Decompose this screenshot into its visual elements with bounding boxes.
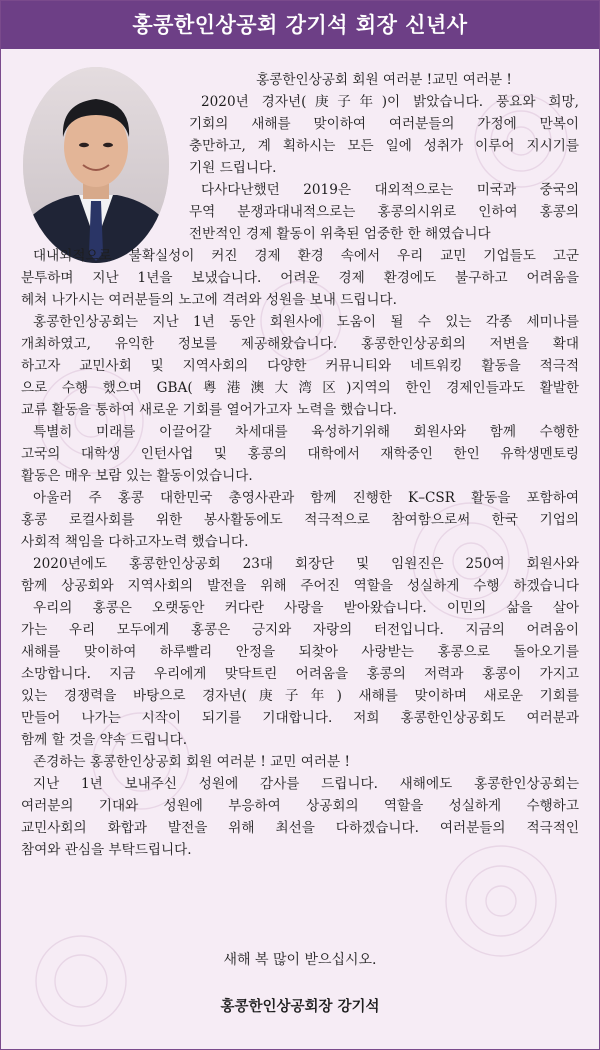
paragraph-line: 하고자 교민사회 및 지역사회의 다양한 커뮤니티와 네트워킹 활동을 적극적	[21, 358, 579, 374]
closing-greeting: 새해 복 많이 받으십시오.	[223, 952, 377, 968]
paragraph-line: 함께 상공회와 지역사회의 발전을 위해 주어진 역할을 성실하게 수행 하겠습니다	[21, 578, 579, 594]
signature: 홍콩한인상공회장 강기석	[220, 998, 380, 1015]
paragraph-line: 참여와 관심을 부탁드립니다.	[21, 842, 192, 858]
paragraph-line: 아울러 주 홍콩 대한민국 총영사관과 함께 진행한 K–CSR 활동을 포함하여	[33, 490, 579, 506]
paragraph-line: 사회적 책임을 다하고자노력 했습니다.	[21, 534, 249, 550]
paragraph-line: 다사다난했던 2019은 대외적으로는 미국과 중국의	[201, 182, 579, 198]
paragraph-line: 기원 드립니다.	[189, 160, 277, 176]
page-title: 홍콩한인상공회 강기석 회장 신년사	[1, 1, 599, 49]
paragraph-line: 특별히 미래를 이끌어갈 차세대를 육성하기위해 회원사와 함께 수행한	[33, 424, 579, 440]
paragraph-line: 전반적인 경제 활동이 위축된 엄중한 한 해였습니다	[189, 226, 491, 242]
paragraph-line: 2020년에도 홍콩한인상공회 23대 회장단 및 임원진은 250여 회원사와	[33, 556, 579, 572]
paragraph-line: 2020년 경자년(庚子年)이 밝았습니다. 풍요와 희망,	[201, 94, 579, 110]
paragraph-line: 홍콩 로컬사회를 위한 봉사활동에도 적극적으로 참여함으로써 한국 기업의	[21, 512, 579, 528]
paragraph-line: 기회의 새해를 맞이하여 여러분들의 가정에 만복이	[189, 116, 579, 132]
paragraph-line: 홍콩한인상공회 회원 여러분 !교민 여러분 !	[256, 72, 512, 88]
paragraph-line: 홍콩한인상공회는 지난 1년 동안 회원사에 도움이 될 수 있는 각종 세미나를	[33, 314, 579, 330]
paragraph-line: 우리의 홍콩은 오랫동안 커다란 사랑을 받아왔습니다. 이민의 삶을 살아	[33, 600, 579, 616]
paragraph-line: 대내외적으로 불확실성이 커진 경제 환경 속에서 우리 교민 기업들도 고군	[33, 248, 579, 264]
paragraph-line: 지난 1년 보내주신 성원에 감사를 드립니다. 새해에도 홍콩한인상공회는	[33, 776, 579, 792]
paragraph-line: 새해를 맞이하여 하루빨리 안정을 되찾아 사랑받는 홍콩으로 돌아오기를	[21, 644, 579, 660]
paragraph-line: 무역 분쟁과대내적으로는 홍콩의시위로 인하여 홍콩의	[189, 204, 579, 220]
paragraph-line: 가는 우리 모두에게 홍콩은 긍지와 자랑의 터전입니다. 지금의 어려움이	[21, 622, 579, 638]
paragraph-line: 으로 수행 했으며 GBA(粵港澳大湾区)지역의 한인 경제인들과도 활발한	[21, 380, 579, 396]
paragraph-line: 여러분의 기대와 성원에 부응하여 상공회의 역할을 성실하게 수행하고	[21, 798, 579, 814]
paragraph-line: 함께 할 것을 약속 드립니다.	[21, 732, 188, 748]
paragraph-line: 헤쳐 나가시는 여러분들의 노고에 격려와 성원을 보내 드립니다.	[21, 292, 397, 308]
paragraph-line: 소망합니다. 지금 우리에게 맞닥트린 어려움을 홍콩의 저력과 홍콩이 가지고	[21, 666, 579, 682]
paragraph-line: 활동은 매우 보람 있는 활동이었습니다.	[21, 468, 253, 484]
paragraph-line: 고국의 대학생 인턴사업 및 홍콩의 대학에서 재학중인 한인 유학생멘토링	[21, 446, 579, 462]
paragraph-line: 개최하였고, 유익한 정보를 제공해왔습니다. 홍콩한인상공회의 저변을 확대	[21, 336, 579, 352]
paragraph-line: 있는 경쟁력을 바탕으로 경자년(庚子年) 새해를 맞이하며 새로운 기회를	[21, 688, 579, 704]
paragraph-line: 교민사회의 화합과 발전을 위해 최선을 다하겠습니다. 여러분들의 적극적인	[21, 820, 579, 836]
paragraph-line: 만들어 나가는 시작이 되기를 기대합니다. 저희 홍콩한인상공회도 여러분과	[21, 710, 579, 726]
paragraph-line: 교류 활동을 통하여 새로운 기회를 열어가고자 노력을 했습니다.	[21, 402, 397, 418]
paragraph-line: 충만하고, 계 획하시는 모든 일에 성취가 이루어 지시기를	[189, 138, 579, 154]
portrait-photo	[23, 67, 169, 263]
paragraph-line: 존경하는 홍콩한인상공회 회원 여러분 ! 교민 여러분 !	[33, 754, 350, 770]
paragraph-line: 분투하며 지난 1년을 보냈습니다. 어려운 경제 환경에도 불구하고 어려움을	[21, 270, 579, 286]
